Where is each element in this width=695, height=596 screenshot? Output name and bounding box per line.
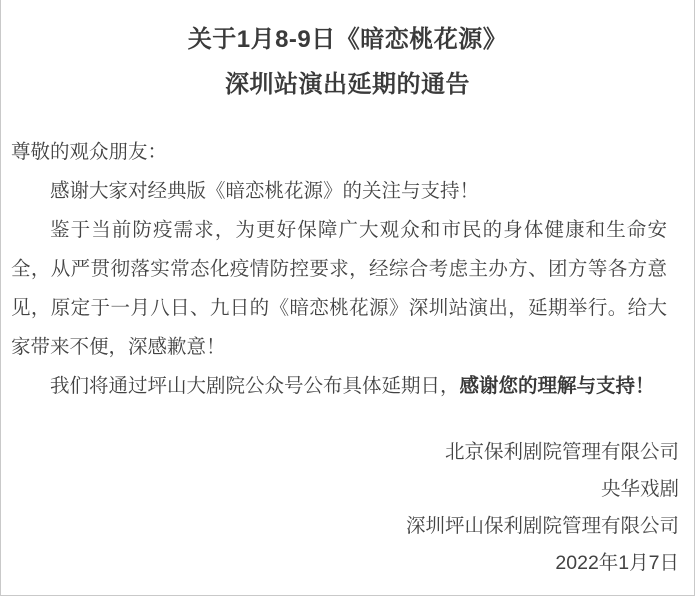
paragraph-followup [11,367,667,406]
paragraph-followup-normal-text: 我们将通过坪山大剧院公众号公布具体延期日， [50,375,460,397]
greeting-line: 尊敬的观众朋友： [11,141,168,163]
paragraph-followup-bold-text: 感谢您的理解与支持！ [459,375,655,397]
signature-org-yanghua-theatre: 央华戏剧 [600,478,679,500]
notice-body [1,133,694,406]
notice-title [1,0,694,107]
signature-org-shenzhen-pingshan-poly: 深圳坪山保利剧院管理有限公司 [405,515,679,537]
signature-block [1,434,694,582]
signature-date: 2022年1月7日 [555,552,679,574]
notice-document [1,0,694,595]
notice-title-line-1: 关于1月8-9日《暗恋桃花源》 [187,26,508,53]
notice-title-line-2: 深圳站演出延期的通告 [225,71,470,98]
paragraph-thanks: 感谢大家对经典版《暗恋桃花源》的关注与支持！ [50,180,480,202]
signature-org-beijing-poly: 北京保利剧院管理有限公司 [444,441,679,463]
paragraph-postponement-reason: 鉴于当前防疫需求，为更好保障广大观众和市民的身体健康和生命安全，从严贯彻落实常态化疫情防控要求，经综合考虑主办方、团方等各方意见，原定于一月八日、九日的《暗恋桃花源》深圳站演出，延期举行。给大家带来不便，深感歉意！ [11,219,667,358]
